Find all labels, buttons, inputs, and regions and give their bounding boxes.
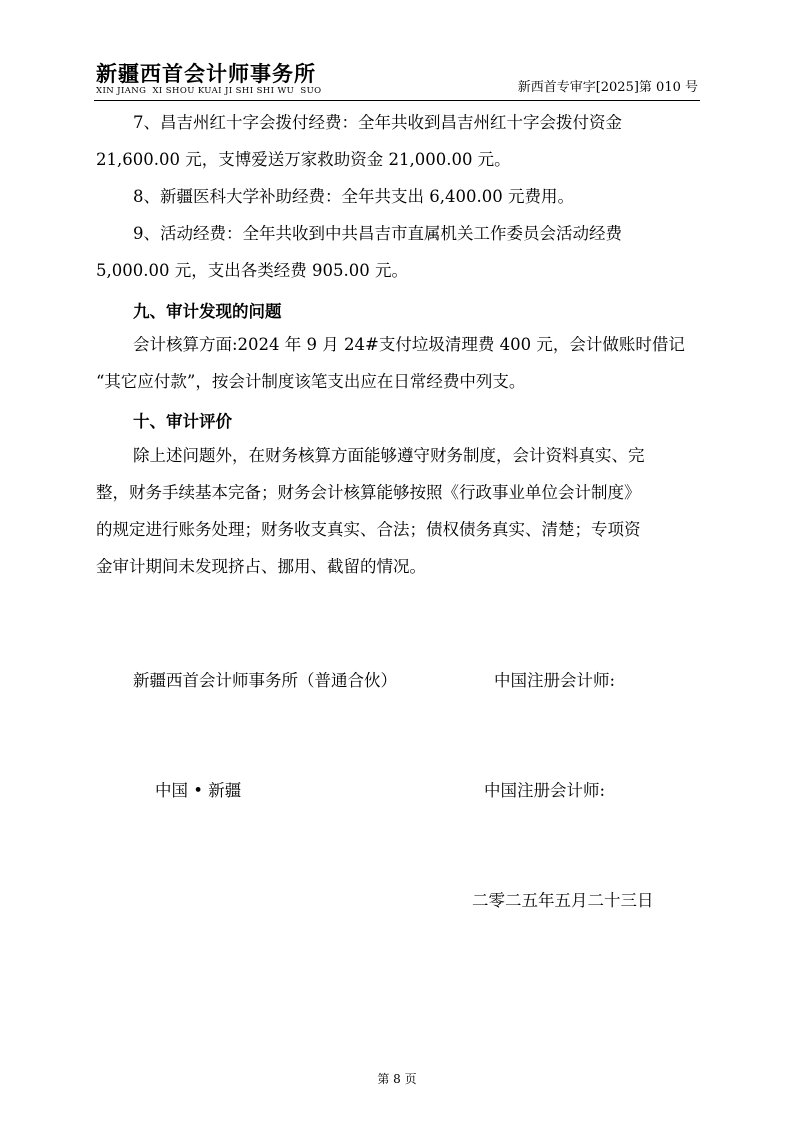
header-divider	[94, 100, 700, 101]
cpa-label-1: 中国注册会计师:	[494, 671, 616, 690]
firm-full-name: 新疆西首会计师事务所（普通合伙）	[133, 671, 397, 690]
location-text: 中国 • 新疆	[155, 781, 242, 800]
item-7-paragraph	[96, 104, 702, 178]
item-7-line-2: 21,600.00 元，支博爱送万家救助资金 21,000.00 元。	[96, 150, 511, 169]
section-9-paragraph	[96, 326, 702, 400]
item-8-line-1: 8、新疆医科大学补助经费：全年共支出 6,400.00 元费用。	[133, 187, 574, 206]
section-9-line-2: “其它应付款”，按会计制度该笔支出应在日常经费中列支。	[96, 372, 526, 391]
item-9-line-2: 5,000.00 元，支出各类经费 905.00 元。	[96, 261, 408, 280]
section-10-line-1: 除上述问题外，在财务核算方面能够遵守财务制度，会计资料真实、完	[133, 446, 645, 465]
item-8-paragraph	[96, 178, 702, 215]
section-10-paragraph	[96, 437, 702, 585]
document-number: 新西首专审字[2025]第 010 号	[517, 80, 698, 95]
section-10-line-3: 的规定进行账务处理；财务收支真实、合法；债权债务真实、清楚；专项资	[96, 520, 641, 539]
cpa-label-2: 中国注册会计师:	[484, 781, 606, 800]
firm-name: 新疆西首会计师事务所	[96, 62, 316, 86]
firm-pinyin: XIN JIANG XI SHOU KUAI JI SHI SHI WU SUO	[96, 86, 322, 96]
section-9-heading: 九、审计发现的问题	[133, 302, 282, 321]
section-10-heading: 十、审计评价	[133, 412, 232, 431]
item-7-line-1: 7、昌吉州红十字会拨付经费：全年共收到昌吉州红十字会拨付资金	[133, 113, 622, 132]
item-9-paragraph	[96, 215, 702, 289]
section-10-line-4: 金审计期间未发现挤占、挪用、截留的情况。	[96, 557, 426, 576]
report-date: 二零二五年五月二十三日	[472, 891, 654, 910]
section-9-line-1: 会计核算方面:2024 年 9 月 24#支付垃圾清理费 400 元，会计做账时借记	[133, 335, 685, 354]
page-number: 第 8 页	[377, 1072, 417, 1086]
item-9-line-1: 9、活动经费：全年共收到中共昌吉市直属机关工作委员会活动经费	[133, 224, 622, 243]
section-10-line-2: 整，财务手续基本完备；财务会计核算能够按照《行政事业单位会计制度》	[96, 483, 641, 502]
